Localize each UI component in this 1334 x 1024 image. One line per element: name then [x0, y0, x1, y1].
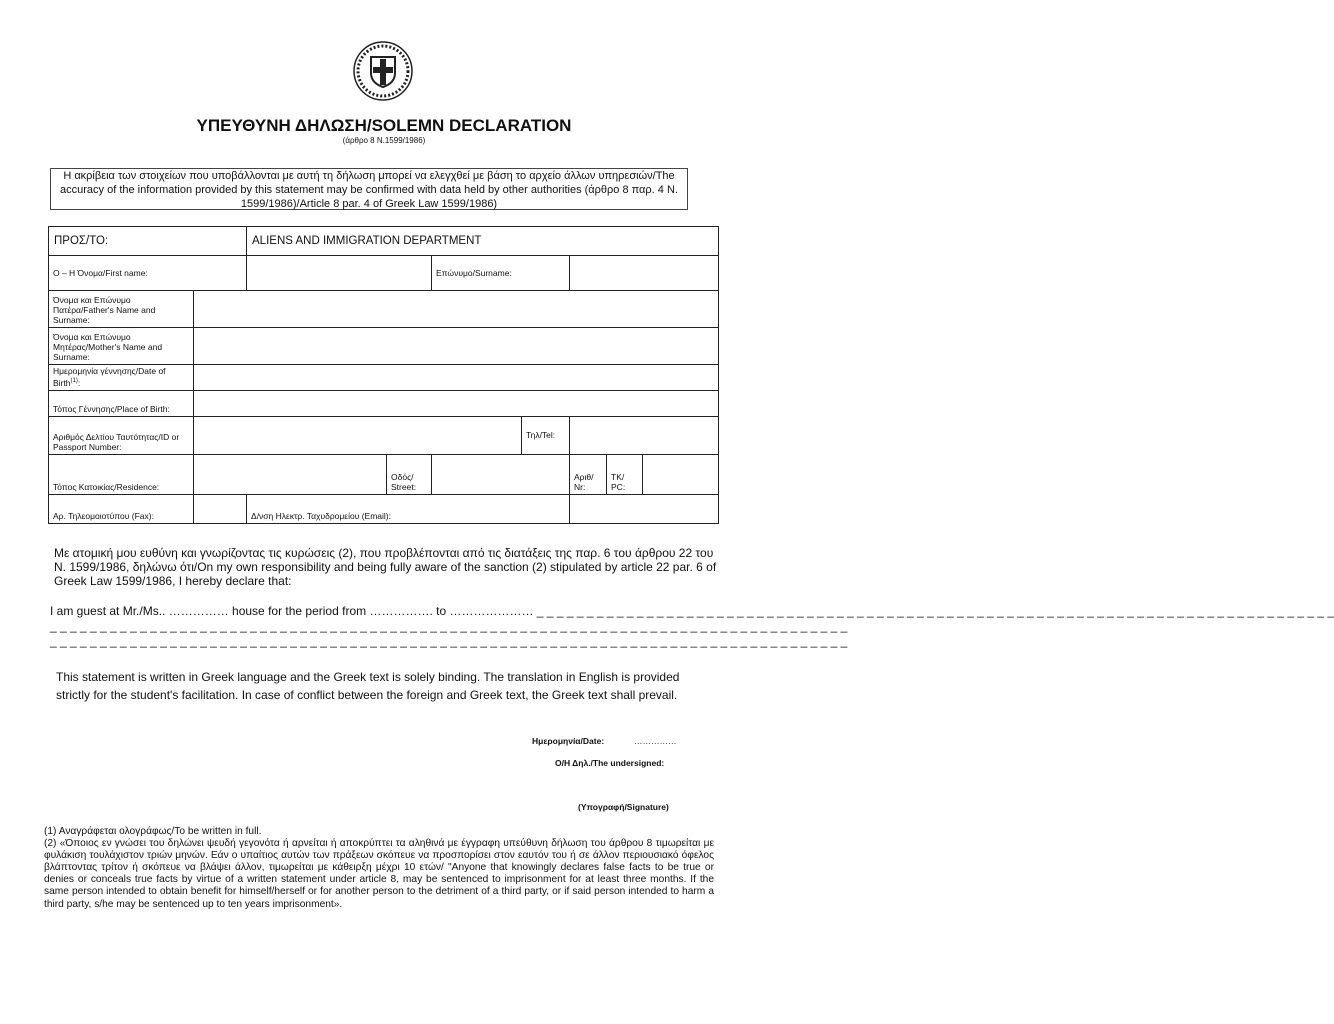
fax-field[interactable]	[194, 495, 247, 524]
to-label: ΠΡΟΣ/TO:	[49, 227, 247, 256]
email-field[interactable]	[570, 495, 719, 524]
tel-label: Τηλ/Tel:	[522, 417, 570, 455]
date-value[interactable]: ……………	[634, 736, 677, 746]
street-label: Οδός/ Street:	[387, 455, 432, 495]
mother-name-field[interactable]	[194, 328, 719, 365]
father-name-field[interactable]	[194, 291, 719, 328]
email-label: Δ/νση Ηλεκτρ. Ταχυδρομείου (Email):	[247, 495, 570, 524]
father-name-label: Όνομα και Επώνυμο Πατέρα/Father's Name and Surname:	[49, 291, 194, 328]
id-number-label: Αριθμός Δελτίου Ταυτότητας/ID or Passport Number:	[49, 417, 194, 455]
declarant-details-form	[48, 226, 719, 524]
first-name-field[interactable]	[247, 256, 432, 291]
residence-field[interactable]	[194, 455, 387, 495]
date-label: Ημερομηνία/Date:	[532, 736, 605, 746]
signature-label: (Υπογραφή/Signature)	[578, 802, 669, 812]
mother-name-label: Όνομα και Επώνυμο Μητέρας/Mother's Name and Surname:	[49, 328, 194, 365]
postal-code-field[interactable]	[643, 455, 719, 495]
first-name-label: Ο – Η Όνομα/First name:	[49, 256, 247, 291]
place-of-birth-field[interactable]	[194, 391, 719, 417]
number-label: Αριθ/ Nr:	[570, 455, 607, 495]
street-field[interactable]	[432, 455, 570, 495]
guest-statement: I am guest at Mr./Ms.. …………… house for the period from ……………. to …………………	[50, 604, 534, 618]
dash-fill-3: _ _ _ _ _ _ _ _ _ _ _ _ _ _ _ _ _ _ _ _ _ _ _ _ _ _ _ _ _ _ _ _ _ _ _ _ _ _ _ _ _ _ _ _ _ _ _ _ _ _ _ _ _ _ _ _ _ _ _ _ _ _ _ _ _ _ _ _ _ _ _ _ _ _ _ _ _ _ _ _	[50, 634, 848, 648]
greek-coat-of-arms-icon	[352, 40, 414, 102]
document-title: ΥΠΕΥΘΥΝΗ ΔΗΛΩΣΗ/SOLEMN DECLARATION	[196, 116, 572, 135]
date-of-birth-label: Ημερομηνία γέννησης/Date of Birth$^{(1)}$:	[49, 365, 194, 391]
tel-field[interactable]	[570, 417, 719, 455]
date-of-birth-footnote: (1)	[70, 378, 78, 385]
declaration-fill-area[interactable]	[50, 604, 1334, 649]
to-value: ALIENS AND IMMIGRATION DEPARTMENT	[247, 227, 719, 256]
date-of-birth-text: Ημερομηνία γέννησης/Date of Birth	[53, 366, 166, 388]
dash-fill-1: _ _ _ _ _ _ _ _ _ _ _ _ _ _ _ _ _ _ _ _ _ _ _ _ _ _ _ _ _ _ _ _ _ _ _ _ _ _ _ _ _ _ _ _ _ _ _ _ _ _ _ _ _ _ _ _ _ _ _ _ _ _ _ _ _ _ _ _ _ _ _ _ _ _ _ _ _ _ _ _	[536, 604, 1334, 618]
fax-label: Αρ. Τηλεομοιοτύπου (Fax):	[49, 495, 194, 524]
surname-field[interactable]	[570, 256, 719, 291]
residence-label: Τόπος Κατοικίας/Residence:	[49, 455, 194, 495]
postal-code-label: TK/ PC:	[607, 455, 643, 495]
footnote-2: (2) «Όποιος εν γνώσει του δηλώνει ψευδή γεγονότα ή αρνείται ή αποκρύπτει τα αληθινά με έγγραφη υπεύθυνη δήλωση του άρθρου 8 τιμωρείται με φυλάκιση τουλάχιστον τριών μηνών. Εάν ο υπαίτιος αυτών των πράξεων σκόπευε να προσπορίσει στον εαυτόν του ή σε άλλον περιουσιακό όφελος βλάπτοντας τρίτον ή σκόπευε να βλάψει άλλον, τιμωρείται με κάθειρξη μέχρι 10 ετών/ "Anyone that knowingly declares false facts to be true or denies or conceals true facts by virtue of a written statement under article 8, may be sentenced to imprisonment for at least three months. If the same person intended to obtain benefit for himself/herself or for another person to the detriment of a third party, or if said person intended to harm a third party, s/he may be sentenced up to ten years imprisonment».	[44, 838, 714, 910]
undersigned-label: Ο/Η Δηλ./The undersigned:	[555, 758, 665, 768]
language-statement: This statement is written in Greek language and the Greek text is solely binding. The translation in English is provided strictly for the student's facilitation. In case of conflict between the foreign and Greek text, the Greek text shall prevail.	[56, 670, 680, 702]
id-number-field[interactable]	[194, 417, 522, 455]
declaration-text: Με ατομική μου ευθύνη και γνωρίζοντας τις κυρώσεις (2), που προβλέπονται από τις διατάξεις της παρ. 6 του άρθρου 22 του Ν. 1599/1986, δηλώνω ότι/On my own responsibility and being fully aware of the sanction (2) stipulated by article 22 par. 6 of Greek Law 1599/1986, I hereby declare that:	[54, 546, 717, 588]
accuracy-notice: Η ακρίβεια των στοιχείων που υποβάλλονται με αυτή τη δήλωση μπορεί να ελεγχθεί με βάση το αρχείο άλλων υπηρεσιών/The accuracy of the information provided by this statement may be confirmed with data held by other authorities (άρθρο 8 παρ. 4 Ν. 1599/1986)/Article 8 par. 4 of Greek Law 1599/1986)	[50, 168, 688, 210]
dash-fill-2: _ _ _ _ _ _ _ _ _ _ _ _ _ _ _ _ _ _ _ _ _ _ _ _ _ _ _ _ _ _ _ _ _ _ _ _ _ _ _ _ _ _ _ _ _ _ _ _ _ _ _ _ _ _ _ _ _ _ _ _ _ _ _ _ _ _ _ _ _ _ _ _ _ _ _ _ _ _ _ _	[50, 619, 848, 633]
footnotes	[44, 826, 714, 911]
place-of-birth-label: Τόπος Γέννησης/Place of Birth:	[49, 391, 194, 417]
surname-label: Επώνυμο/Surname:	[432, 256, 570, 291]
document-subtitle: (άρθρο 8 Ν.1599/1986)	[342, 136, 426, 145]
guest-line	[50, 604, 1334, 619]
footnote-1: (1) Αναγράφεται ολογράφως/To be written in full.	[44, 826, 262, 837]
date-of-birth-field[interactable]	[194, 365, 719, 391]
